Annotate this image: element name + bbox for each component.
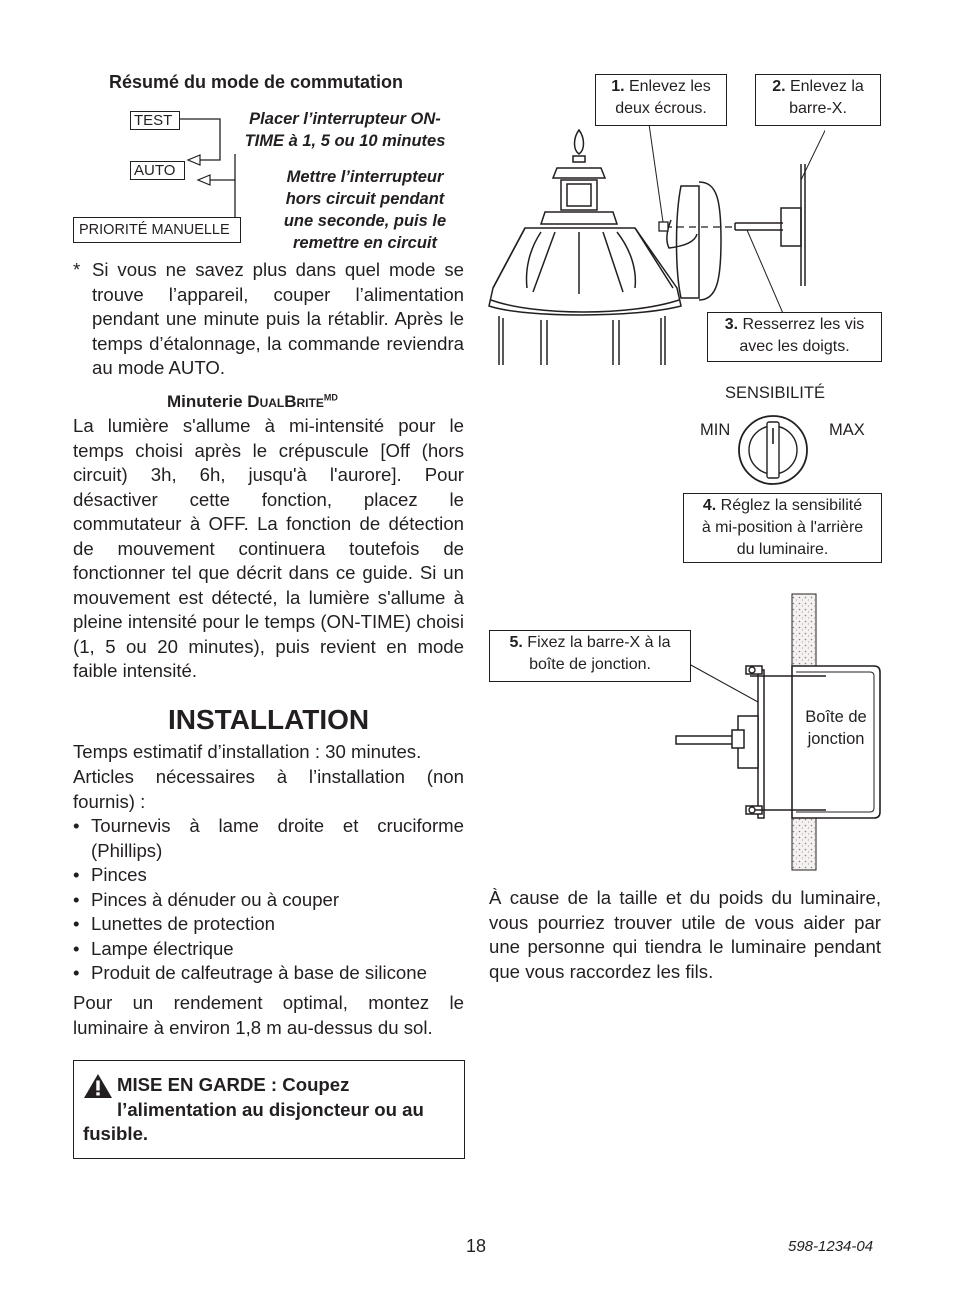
list-item: • Pinces à dénuder ou à couper: [73, 888, 464, 913]
step-1-callout: [595, 74, 727, 126]
step-4-callout: [683, 493, 882, 563]
sensitivity-title: SENSIBILITÉ: [725, 384, 825, 402]
step-2-callout: [755, 74, 881, 126]
step-5-line: [490, 632, 690, 654]
warning-triangle-icon: [83, 1073, 113, 1099]
installation-mount-text: Pour un rendement optimal, montez le luminaire à environ 1,8 m au-dessus du sol.: [73, 992, 464, 1038]
note-test-line: TIME à 1, 5 ou 10 minutes: [244, 132, 446, 150]
step-4-number: 4.: [702, 497, 717, 514]
list-item: • Produit de calfeutrage à base de silicone: [73, 961, 464, 986]
junction-box-label-line: jonction: [807, 730, 865, 748]
step-5-callout: [489, 630, 691, 682]
note-manual-line: Mettre l’interrupteur: [286, 168, 444, 186]
mode-auto-box: AUTO: [130, 161, 185, 180]
note-manual-line: une seconde, puis le: [283, 212, 447, 230]
junction-box-label-line: Boîte de: [805, 708, 867, 726]
step-4-line: du luminaire.: [736, 541, 829, 558]
arrow-to-auto-2: [198, 175, 210, 185]
dualbrite-title-part: UAL: [259, 396, 285, 410]
note-manual-mode: [265, 166, 465, 254]
step-4-text: Réglez la sensibilité: [716, 497, 863, 514]
list-item: • Lunettes de protection: [73, 912, 464, 937]
step-2-line: barre-X.: [789, 100, 847, 117]
mode-manual-box: PRIORITÉ MANUELLE: [73, 217, 241, 243]
sensitivity-min-label: MIN: [700, 421, 731, 439]
step-5-line: boîte de jonction.: [529, 656, 651, 673]
installation-heading: INSTALLATION: [168, 704, 370, 735]
note-test-mode: [230, 108, 460, 152]
installation-time: Temps estimatif d’installation : 30 minutes.: [73, 741, 422, 762]
note-manual-line: hors circuit pendant: [285, 190, 445, 208]
switch-summary-title: Résumé du mode de commutation: [109, 72, 404, 92]
list-item: • Lampe électrique: [73, 937, 464, 962]
step-1-number: 1.: [611, 78, 625, 95]
step-2-number: 2.: [772, 78, 786, 95]
page-number: 18: [466, 1236, 487, 1256]
dualbrite-title-part: RITE: [296, 396, 324, 410]
mode-test-box: TEST: [130, 111, 180, 130]
installation-items-list: [73, 814, 464, 986]
dualbrite-text: La lumière s'allume à mi-intensité pour le temps choisi après le crépuscule [Off (hors circuit) 3h, 6h, jusqu'à l'aurore]. Pour désactiver cette fonction, placez le commutateur à OFF. La fonction de détection de mouvement continuera toutefois de fonctionner tel que décrit dans ce guide. Si un mouvement est détecté, la lumière s'allume à pleine intensité pour le temps (ON-TIME) choisi (1, 5 ou 20 minutes), puis revient en mode faible intensité.: [73, 415, 464, 681]
list-item: • Pinces: [73, 863, 464, 888]
dualbrite-title-sup: MD: [323, 392, 338, 403]
note-test-line: Placer l’interrupteur ON-: [249, 110, 441, 128]
step-3-line: [708, 314, 881, 336]
step-4-line: à mi-position à l'arrière: [701, 519, 864, 536]
junction-box-label: [796, 706, 876, 750]
step-3-number: 3.: [724, 316, 739, 333]
step-5-text: Fixez la barre-X à la: [522, 634, 671, 651]
document-code: 598-1234-04: [788, 1238, 874, 1255]
step-1-text: Enlevez les: [624, 78, 711, 95]
arrow-to-auto-1: [188, 155, 200, 165]
step-3-text: Resserrez les vis: [738, 316, 865, 333]
step-4-line: [684, 495, 881, 517]
dualbrite-title: [167, 392, 338, 412]
sensitivity-max-label: MAX: [829, 421, 865, 439]
asterisk-symbol: *: [73, 259, 81, 280]
installation-items-intro: Articles nécessaires à l’installation (non fournis) :: [73, 766, 464, 812]
step-3-line: avec les doigts.: [739, 338, 850, 355]
step-2-line: [756, 76, 880, 98]
step-1-line: deux écrous.: [615, 100, 707, 117]
step-5-number: 5.: [509, 634, 523, 651]
step-3-callout: [707, 312, 882, 362]
dualbrite-title-part: B: [284, 392, 297, 411]
list-item: • Tournevis à lame droite et cruciforme (Phillips): [73, 814, 464, 863]
warning-text: MISE EN GARDE : Coupez l’alimentation au disjoncteur ou au fusible.: [83, 1074, 424, 1144]
sensitivity-dial-icon: [737, 414, 809, 486]
warning-box: [73, 1060, 465, 1159]
step-2-text: Enlevez la: [785, 78, 864, 95]
dualbrite-title-part: Minuterie D: [167, 392, 260, 411]
note-manual-line: remettre en circuit: [293, 234, 437, 252]
asterisk-note-text: Si vous ne savez plus dans quel mode se trouve l’appareil, couper l’alimentation pendant une minute puis la rétablir. Après le temps d’étalonnage, la commande reviendra au mode AUTO.: [92, 259, 464, 378]
step-1-line: [596, 76, 726, 98]
help-text: À cause de la taille et du poids du luminaire, vous pourriez trouver utile de vous aider par une personne qui tiendra le luminaire pendant que vous raccordez les fils.: [489, 887, 881, 982]
